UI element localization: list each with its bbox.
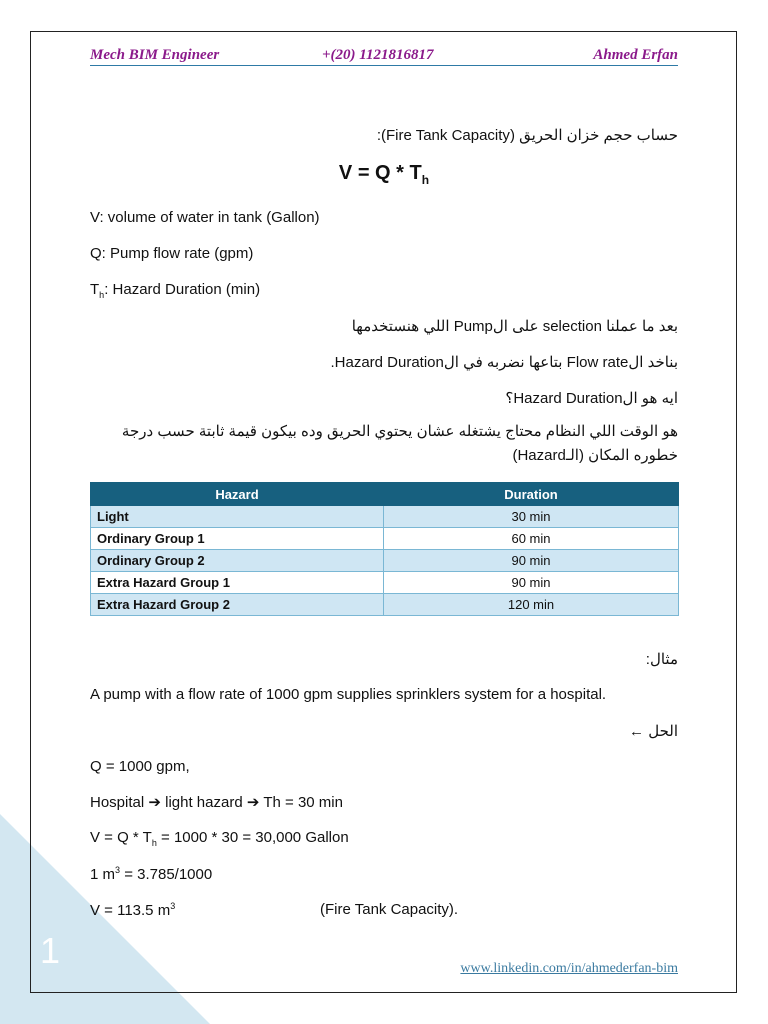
hazard-cell: Ordinary Group 2	[91, 550, 384, 572]
table-header-row	[91, 483, 679, 506]
formula-sub: h	[421, 173, 430, 187]
linkedin-link[interactable]: www.linkedin.com/in/ahmederfan-bim	[460, 961, 678, 976]
definition-v: V: volume of water in tank (Gallon)	[90, 209, 320, 226]
page-header	[90, 47, 678, 66]
example-label: مثال:	[645, 651, 678, 668]
calc-part-b: = 1000 * 30 = 30,000 Gallon	[156, 829, 349, 846]
table-header-duration: Duration	[384, 483, 679, 506]
result-sup: 3	[170, 901, 176, 911]
table-header-hazard: Hazard	[91, 483, 384, 506]
solution-result	[90, 901, 175, 919]
result-note: (Fire Tank Capacity).	[320, 901, 459, 918]
arrow-icon: ➔	[246, 794, 260, 811]
solution-label: الحل ←	[629, 723, 678, 740]
solution-q: Q = 1000 gpm,	[90, 758, 190, 775]
page-number: 1	[40, 930, 61, 971]
definition-t-main: T	[90, 281, 100, 298]
definition-t	[90, 281, 260, 300]
duration-cell: 120 min	[384, 594, 679, 616]
duration-cell: 60 min	[384, 528, 679, 550]
solution-calc	[90, 829, 349, 848]
table-row	[91, 528, 679, 550]
example-problem: A pump with a flow rate of 1000 gpm supplies sprinklers system for a hospital.	[90, 686, 607, 703]
arabic-paragraph-1: بعد ما عملنا selection على الPump اللي هنستخدمها	[351, 318, 678, 335]
table-row	[91, 594, 679, 616]
definition-t-rest: : Hazard Duration (min)	[104, 281, 261, 298]
th-text: Th = 30 min	[263, 794, 343, 811]
calc-part-a: V = Q * T	[90, 829, 152, 846]
table-row	[91, 550, 679, 572]
calc-sub: h	[151, 838, 157, 848]
header-role: Mech BIM Engineer	[90, 47, 220, 63]
arabic-paragraph-4: هو الوقت اللي النظام محتاج يشتغله عشان يحتوي الحريق وده بيكون قيمة ثابتة حسب درجة خطوره المكان (الـHazard)	[121, 423, 678, 464]
conv-part-b: = 3.785/1000	[120, 866, 213, 883]
hazard-cell: Extra Hazard Group 2	[91, 594, 384, 616]
hazard-cell: Ordinary Group 1	[91, 528, 384, 550]
table-row	[91, 506, 679, 528]
definition-t-sub: h	[99, 290, 105, 300]
result-part-a: V = 113.5 m	[90, 902, 171, 919]
duration-cell: 30 min	[384, 506, 679, 528]
table-row	[91, 572, 679, 594]
header-phone: +(20) 1121816817	[322, 47, 434, 63]
conv-part-a: 1 m	[90, 866, 116, 883]
solution-conversion	[90, 865, 212, 883]
duration-cell: 90 min	[384, 572, 679, 594]
header-author: Ahmed Erfan	[593, 47, 678, 63]
formula-main: V = Q * T	[338, 162, 422, 184]
solution-hazard	[90, 793, 343, 811]
arabic-paragraph-2: بناخد الFlow rate بتاعها نضربه في الHazard Duration.	[330, 354, 678, 371]
hazard-cell: Light	[91, 506, 384, 528]
hazard-cell: Extra Hazard Group 1	[91, 572, 384, 594]
formula	[0, 162, 768, 187]
duration-cell: 90 min	[384, 550, 679, 572]
hazard-duration-table	[90, 482, 679, 616]
arrow-icon: ➔	[148, 794, 161, 811]
conv-sup: 3	[115, 865, 121, 875]
definition-q: Q: Pump flow rate (gpm)	[90, 245, 254, 262]
hospital-text: Hospital	[90, 794, 145, 811]
light-hazard-text: light hazard	[165, 794, 243, 811]
section-title: حساب حجم خزان الحريق (Fire Tank Capacity):	[376, 127, 678, 144]
arabic-paragraph-3: ايه هو الHazard Duration؟	[505, 390, 678, 407]
